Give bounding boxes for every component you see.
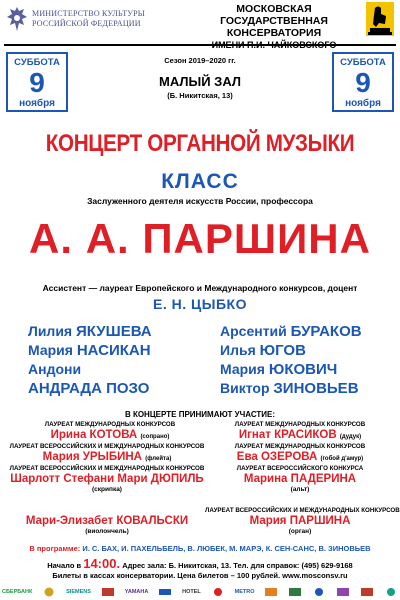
performer-name	[4, 472, 210, 486]
student-name	[220, 379, 395, 398]
student-name	[220, 360, 395, 379]
date-box-left	[6, 52, 68, 112]
header-divider	[4, 44, 396, 46]
conservatory-line-2: КОНСЕРВАТОРИЯ	[226, 27, 322, 39]
student-last-name: НАСИКАН	[76, 342, 151, 359]
performer-paderina	[205, 465, 395, 494]
performer-first-name: Мария	[42, 451, 80, 463]
performer-last-name: КОВАЛЬСКИ	[116, 515, 189, 527]
students-left-column	[28, 322, 203, 398]
student-first-name: Арсентий	[220, 323, 287, 339]
date-box-right	[332, 52, 394, 112]
professor-name: А. А. ПАРШИНА	[29, 215, 371, 262]
weekday: СУББОТА	[14, 57, 60, 68]
participants-heading: В КОНЦЕРТЕ ПРИНИМАЮТ УЧАСТИЕ:	[124, 410, 276, 419]
performer-krasikov	[205, 421, 395, 444]
performer-dupil	[4, 465, 210, 494]
performer-title: ЛАУРЕАТ ВСЕРОССИЙСКИХ И МЕЖДУНАРОДНЫХ КОНКУРСОВ	[205, 507, 400, 514]
start-line	[0, 556, 400, 571]
performer-title: ЛАУРЕАТ ВСЕРОССИЙСКИХ И МЕЖДУНАРОДНЫХ КОНКУРСОВ	[9, 465, 205, 472]
sponsor-logo-8	[211, 587, 225, 597]
start-suffix: Адрес зала: Б. Никитская, 13. Тел. для справок: (495) 629-9168	[122, 561, 353, 570]
month: ноября	[19, 98, 55, 109]
day-number: 9	[355, 67, 371, 98]
performer-last-name: ПАРШИНА	[289, 515, 351, 527]
student-name	[28, 322, 203, 341]
day-number: 9	[29, 67, 45, 98]
performer-kotova	[10, 421, 210, 444]
performer-instrument: (альт)	[290, 486, 310, 493]
student-first-name: Илья	[220, 342, 256, 358]
ministry-line-2: РОССИЙСКОЙ ФЕДЕРАЦИИ	[32, 19, 141, 28]
performer-last-name: ПАДЕРИНА	[290, 473, 357, 485]
student-name	[28, 341, 203, 360]
performer-last-name: ДЮПИЛЬ	[150, 473, 204, 485]
performer-instrument: (сопрано)	[140, 434, 170, 440]
performer-last-name: КРАСИКОВ	[274, 429, 337, 441]
student-first-name: Мария	[220, 361, 265, 377]
sponsor-siemens-logo: SIEMENS	[66, 589, 91, 595]
sponsor-metro-logo: METRO	[234, 589, 255, 595]
tchaikovsky-monument-icon	[366, 2, 394, 36]
ministry-emblem-icon	[6, 5, 28, 33]
student-first-name: Мария	[28, 342, 73, 358]
performer-first-name: Ирина	[50, 429, 87, 441]
sponsor-logo-10	[264, 587, 278, 597]
performer-instrument: (орган)	[288, 528, 312, 535]
performer-first-name: Марина	[243, 473, 288, 485]
performer-name	[4, 514, 210, 528]
sponsor-hotel-logo: HOTEL	[182, 589, 201, 595]
ministry-line-1: МИНИСТЕРСТВО КУЛЬТУРЫ	[32, 9, 145, 18]
performer-title: ЛАУРЕАТ ВСЕРОССИЙСКОГО КОНКУРСА	[236, 465, 364, 472]
weekday: СУББОТА	[340, 57, 386, 68]
student-name	[28, 360, 203, 379]
conservatory-line-1: МОСКОВСКАЯ ГОСУДАРСТВЕННАЯ	[220, 3, 328, 27]
performer-instrument: (флейта)	[145, 456, 172, 462]
performer-urybina	[4, 443, 210, 466]
performer-instrument: (гобой д'амур)	[320, 456, 364, 462]
performer-name	[205, 428, 395, 444]
sponsor-logo-2	[42, 587, 56, 597]
start-time: 14:00.	[83, 556, 121, 571]
performer-last-name: КОТОВА	[89, 429, 138, 441]
season: Сезон 2019–2020 гг.	[164, 56, 236, 65]
program-composers: И. С. БАХ, И. ПАХЕЛЬБЕЛЬ, В. ЛЮБЕК, М. МАРЭ, К. СЕН-САНС, В. ЗИНОВЬЕВ	[82, 544, 371, 553]
sponsor-logo-15	[384, 587, 398, 597]
header	[0, 0, 400, 44]
student-last-name: ЯКУШЕВА	[76, 323, 152, 340]
performer-parshina	[205, 507, 400, 536]
start-prefix: Начало в	[47, 561, 82, 570]
performer-kowalski	[4, 514, 210, 536]
performer-last-name: УРЫБИНА	[82, 451, 142, 463]
performer-first-name: Шарлотт Стефани Мари	[10, 473, 148, 485]
sponsor-strip	[2, 586, 398, 598]
program-label: В программе:	[29, 544, 81, 553]
performer-first-name: Игнат	[238, 429, 271, 441]
tickets-info: Билеты в кассах консерватории. Цена билетов – 100 рублей. www.mosconsv.ru	[52, 571, 348, 580]
hall-address: (Б. Никитская, 13)	[167, 91, 233, 100]
performer-first-name: Мария	[249, 515, 287, 527]
performer-first-name: Ева	[236, 451, 258, 463]
performer-name	[205, 514, 395, 528]
student-first-name: Андони	[28, 361, 82, 377]
student-last-name: ЗИНОВЬЕВ	[273, 380, 359, 397]
month: ноября	[345, 98, 381, 109]
student-name	[220, 322, 395, 341]
concert-title: КОНЦЕРТ ОРГАННОЙ МУЗЫКИ	[45, 130, 355, 157]
performer-name	[4, 450, 210, 466]
student-last-name: ЮКОВИЧ	[268, 361, 338, 378]
performer-title: ЛАУРЕАТ ВСЕРОССИЙСКИХ И МЕЖДУНАРОДНЫХ КОНКУРСОВ	[9, 443, 205, 450]
student-first-name: Лилия	[28, 323, 73, 339]
sponsor-logo-6	[158, 587, 172, 597]
performer-name	[10, 428, 210, 444]
sponsor-logo-4	[101, 587, 115, 597]
performer-instrument: (виолончель)	[85, 528, 129, 535]
sponsor-logo-11	[288, 587, 302, 597]
class-label: КЛАСС	[161, 170, 239, 193]
hall-name: МАЛЫЙ ЗАЛ	[159, 74, 241, 89]
student-last-name: АНДРАДА ПОЗО	[28, 380, 150, 397]
performer-ozerova	[205, 443, 395, 466]
student-first-name: Виктор	[220, 380, 270, 396]
sponsor-yamaha-logo: YAMAHA	[124, 589, 149, 595]
sponsor-logo-14	[360, 587, 374, 597]
student-name	[220, 341, 395, 360]
professor-title: Заслуженного деятеля искусств России, профессора	[87, 196, 313, 206]
performer-instrument: (дудук)	[339, 434, 362, 440]
performer-title: ЛАУРЕАТ МЕЖДУНАРОДНЫХ КОНКУРСОВ	[234, 421, 366, 428]
student-last-name: БУРАКОВ	[290, 323, 362, 340]
assistant-name: Е. Н. ЦЫБКО	[153, 296, 247, 312]
student-name	[28, 379, 203, 398]
ministry-name	[32, 9, 192, 29]
performer-last-name: ОЗЕРОВА	[260, 451, 318, 463]
performer-name	[205, 472, 395, 486]
performer-first-name: Мари-Элизабет	[25, 515, 114, 527]
students-right-column	[220, 322, 395, 398]
performer-name	[205, 450, 395, 466]
assistant-title: Ассистент — лауреат Европейского и Международного конкурсов, доцент	[42, 283, 358, 293]
performer-title: ЛАУРЕАТ МЕЖДУНАРОДНЫХ КОНКУРСОВ	[234, 443, 366, 450]
student-last-name: ЮГОВ	[259, 342, 306, 359]
performer-instrument: (скрипка)	[92, 486, 122, 493]
performer-title: ЛАУРЕАТ МЕЖДУНАРОДНЫХ КОНКУРСОВ	[44, 421, 176, 428]
sponsor-logo-13	[336, 587, 350, 597]
program-line	[0, 544, 400, 553]
sponsor-logo-12	[312, 587, 326, 597]
sponsor-sberbank-logo: СБЕРБАНК	[2, 589, 33, 595]
